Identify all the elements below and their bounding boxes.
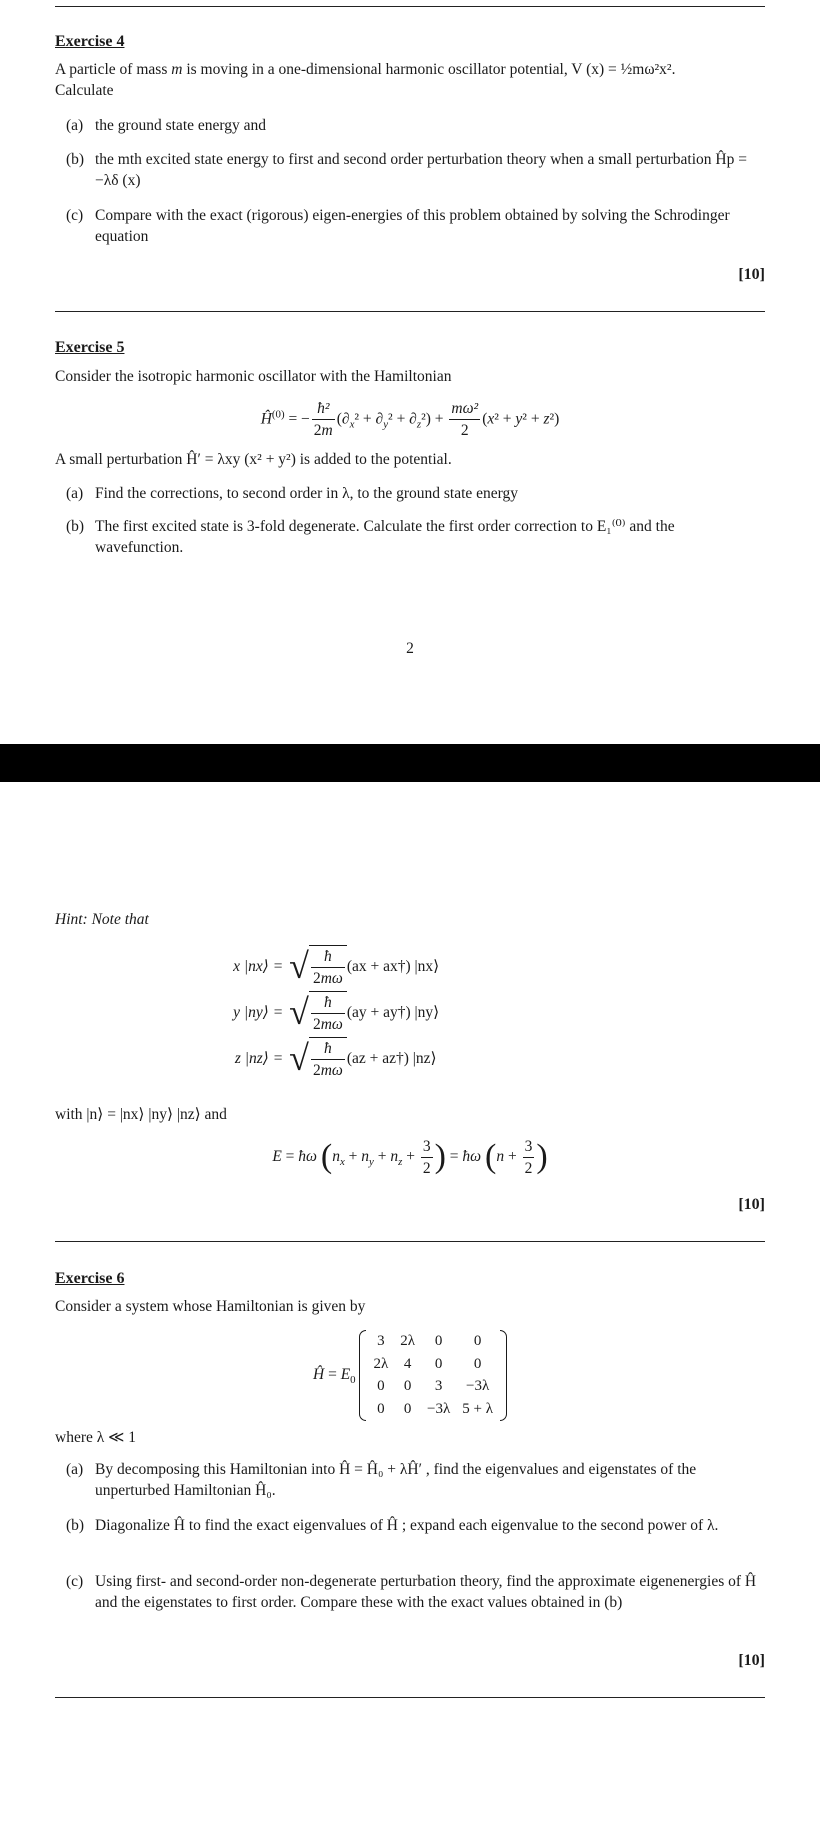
- exercise-4-marks: [10]: [738, 266, 765, 283]
- hamiltonian-equation: $Ĥ^{(0)}$ = − $\frac{\text{ħ²}}{2m}$ $(\partial_x^2 + \partial_y^2 + \partial_z^2)$ + $\frac{\text{mω²}}{2}$ (x² + y² + z²): [260, 400, 560, 440]
- exercise-4-title: Exercise 4: [55, 33, 125, 50]
- hint-with-text: with |n⟩ = |nx⟩ |ny⟩ |nz⟩ and: [55, 1106, 227, 1123]
- exercise-4-item-c: [66, 205, 771, 248]
- hamiltonian-matrix: [359, 1330, 507, 1421]
- item-text: Using first- and second-order non-degenerate perturbation theory, find the approximate eigenenergies of Ĥ and the eigenstates to first order. Compare these with the exact values obtained in (b): [95, 1573, 757, 1612]
- exercise-5-perturbation: A small perturbation Ĥ′ = λxy (x² + y²) is added to the potential.: [55, 451, 452, 468]
- equation-lhs: y |ny⟩ =: [233, 1004, 284, 1022]
- section-rule: [55, 311, 765, 312]
- item-label: (b): [66, 1517, 85, 1534]
- matrix-cell: 0: [403, 1378, 412, 1395]
- equation-rhs: (az + az†) |nz⟩: [346, 1050, 437, 1068]
- matrix-cell: −3λ: [466, 1378, 490, 1395]
- item-label: (a): [66, 117, 84, 134]
- item-label: (a): [66, 1461, 84, 1478]
- exercise-5-marks: [10]: [738, 1196, 765, 1213]
- item-text: Find the corrections, to second order in λ, to the ground state energy: [95, 485, 519, 502]
- matrix-cell: 0: [434, 1355, 443, 1372]
- matrix-cell: 0: [377, 1378, 385, 1395]
- equation-lhs: x |nx⟩ =: [233, 958, 284, 976]
- item-label: (b): [66, 151, 85, 168]
- exercise-5-title: Exercise 5: [55, 339, 125, 356]
- item-text: Compare with the exact (rigorous) eigen-energies of this problem obtained by solving the Schrodinger equation: [95, 207, 730, 246]
- exercise-5-item-a: [66, 483, 771, 504]
- sqrt-factor: √ $\frac{ħ}{2m\omega}$: [289, 1034, 347, 1084]
- equation-lhs: z |nz⟩ =: [234, 1050, 284, 1068]
- exercise-4-item-b: [66, 149, 766, 192]
- matrix-cell: 0: [473, 1355, 482, 1372]
- item-label: (c): [66, 1573, 84, 1590]
- exercise-6-title: Exercise 6: [55, 1270, 125, 1287]
- top-rule: [55, 6, 765, 7]
- matrix-cell: 0: [377, 1401, 385, 1418]
- matrix-equation: Ĥ = $E_0$ 3 2λ 0 0 2λ 4 0 0 0 0 3 −3λ 0 0 −3λ 5 + λ: [0, 1330, 820, 1421]
- exercise-6-item-c: [66, 1571, 766, 1614]
- exercise-6-marks: [10]: [738, 1652, 765, 1669]
- matrix-cell: 0: [403, 1401, 412, 1418]
- item-label: (a): [66, 485, 84, 502]
- equation-rhs: (ay + ay†) |ny⟩: [346, 1004, 440, 1022]
- matrix-cell: 4: [403, 1355, 412, 1372]
- exercise-6-item-b: [66, 1515, 766, 1536]
- matrix-cell: 3: [434, 1378, 443, 1395]
- hint-equation-x: [0, 944, 820, 990]
- matrix-cell: 2λ: [400, 1333, 416, 1349]
- exercise-6-where: where λ ≪ 1: [55, 1429, 136, 1446]
- matrix-cell: 3: [377, 1333, 385, 1349]
- section-rule: [55, 1241, 765, 1242]
- equation-rhs: (ax + ax†) |nx⟩: [346, 958, 440, 976]
- intro-text-c: Calculate: [55, 82, 114, 100]
- item-label: (b): [66, 518, 85, 535]
- item-text: the mth excited state energy to first and second order perturbation theory when a small perturbation Ĥp = −λδ (x): [95, 151, 747, 190]
- page-number: 2: [406, 640, 414, 657]
- hint-equation-z: [0, 1036, 820, 1082]
- exercise-4-item-a: [66, 115, 771, 136]
- item-text: the ground state energy and: [95, 117, 267, 134]
- item-text: The first excited state is 3-fold degenerate. Calculate the first order correction to E₁⁽⁰⁾ and the wavefunction.: [95, 518, 675, 557]
- matrix-cell: −3λ: [427, 1401, 451, 1418]
- exercise-5-intro: Consider the isotropic harmonic oscillator with the Hamiltonian: [55, 368, 452, 385]
- intro-text-b: is moving in a one-dimensional harmonic oscillator potential, V (x) = ½mω²x².: [182, 61, 676, 78]
- sqrt-factor: √ $\frac{ħ}{2m\omega}$: [289, 988, 347, 1038]
- exercise-6-item-a: [66, 1459, 766, 1502]
- document-page-bottom: [0, 782, 820, 1830]
- bottom-rule: [55, 1697, 765, 1698]
- exercise-5-item-b: [66, 516, 766, 559]
- sqrt-factor: √ $\frac{ħ}{2m\omega}$: [289, 942, 347, 992]
- matrix-cell: 0: [473, 1333, 482, 1349]
- intro-text-a: A particle of mass: [55, 61, 172, 78]
- document-page-top: [0, 0, 820, 744]
- hint-equations: [0, 944, 820, 1082]
- matrix-cell: 0: [434, 1333, 443, 1349]
- page-separator-bar: [0, 744, 820, 782]
- exercise-6-intro: Consider a system whose Hamiltonian is given by: [55, 1298, 366, 1315]
- intro-mass-symbol: m: [171, 61, 183, 78]
- item-text: Diagonalize Ĥ to find the exact eigenvalues of Ĥ ; expand each eigenvalue to the second power of λ.: [95, 1517, 719, 1534]
- item-text: By decomposing this Hamiltonian into Ĥ = Ĥ₀ + λĤ′ , find the eigenvalues and eigenstates of the unperturbed Hamiltonian Ĥ₀.: [95, 1461, 697, 1500]
- hint-label: Hint: Note that: [55, 911, 149, 928]
- hint-equation-y: [0, 990, 820, 1036]
- exercise-4-intro: [55, 59, 770, 102]
- matrix-cell: 5 + λ: [462, 1401, 493, 1418]
- energy-equation: E = ħω ($n_x + n_y + n_z$ + $\frac{3}{2}$ ) = ħω (n + $\frac{3}{2}$ ): [272, 1137, 548, 1177]
- matrix-cell: 2λ: [373, 1355, 389, 1372]
- item-label: (c): [66, 207, 84, 224]
